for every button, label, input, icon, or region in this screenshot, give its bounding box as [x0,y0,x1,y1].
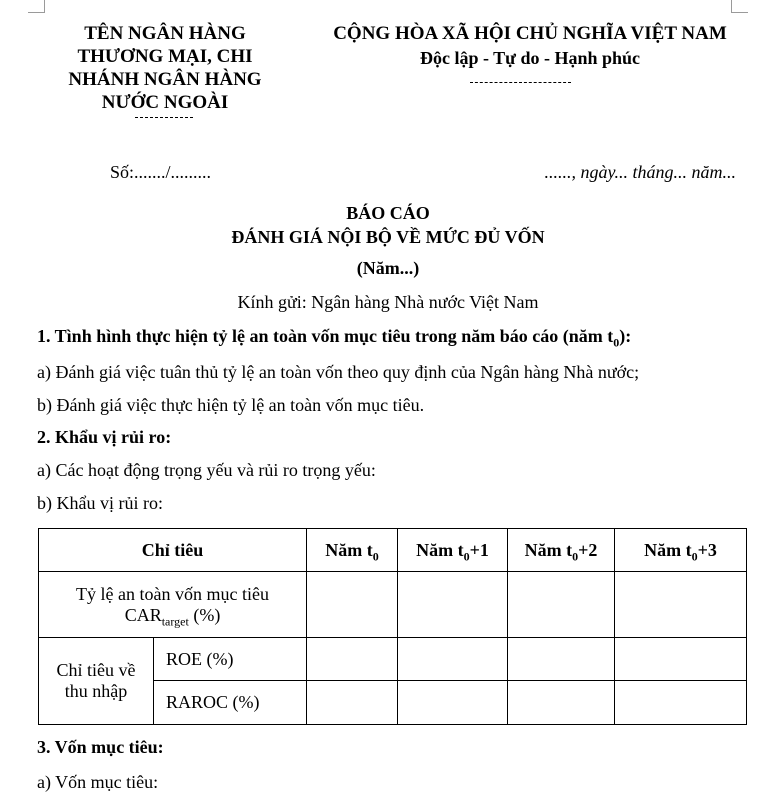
header-indicator: Chỉ tiêu [39,529,307,572]
table-cell [307,572,398,638]
table-row [39,638,747,681]
bank-name: TÊN NGÂN HÀNG THƯƠNG MẠI, CHI NHÁNH NGÂN HÀNG NƯỚC NGOÀI [68,23,262,113]
section-3-item-a: a) Vốn mục tiêu: [37,772,159,792]
report-subtitle: ĐÁNH GIÁ NỘI BỘ VỀ MỨC ĐỦ VỐN [231,227,545,247]
risk-appetite-table [38,528,747,725]
table-row [39,572,747,638]
divider [470,82,571,83]
page-corner-mark [731,0,748,13]
table-cell [508,572,615,638]
income-indicator-label: Chỉ tiêu về thu nhập [39,638,154,725]
divider [135,117,193,118]
header-year-t0-plus-2: Năm $t_0+2$ [508,529,615,572]
section-2-item-a: a) Các hoạt động trọng yếu và rủi ro trọng yếu: [37,460,376,480]
national-motto: Độc lập - Tự do - Hạnh phúc [419,48,641,68]
table-cell [398,572,508,638]
header-year-t0: Năm $t_0$ [307,529,398,572]
header-year-t0-plus-1: Năm $t_0+1$ [398,529,508,572]
document-date: ......, ngày... tháng... năm... [544,162,736,182]
section-2-heading: 2. Khẩu vị rủi ro: [37,427,172,447]
header-year-t0-plus-3: Năm $t_0+3$ [615,529,747,572]
table-cell [508,681,615,725]
report-title: BÁO CÁO [346,203,430,223]
table-cell [307,681,398,725]
roe-label: ROE (%) [154,638,307,681]
report-year: (Năm...) [356,258,420,278]
section-3-heading: 3. Vốn mục tiêu: [37,737,164,757]
recipient: Kính gửi: Ngân hàng Nhà nước Việt Nam [237,292,539,312]
table-cell [615,638,747,681]
table-cell [615,681,747,725]
section-1-heading: 1. Tình hình thực hiện tỷ lệ an toàn vốn mục tiêu trong năm báo cáo (năm $t_0$): [37,326,632,350]
table-cell [508,638,615,681]
nation-heading: CỘNG HÒA XÃ HỘI CHỦ NGHĨA VIỆT NAM [333,23,727,44]
document-number: Số:......./......... [110,162,212,182]
section-2-item-b: b) Khẩu vị rủi ro: [37,493,163,513]
raroc-label: RAROC (%) [154,681,307,725]
table-cell [398,681,508,725]
car-target-label: Tỷ lệ an toàn vốn mục tiêu $CAR_{target}$ (%) [39,572,307,638]
section-1-item-a: a) Đánh giá việc tuân thủ tỷ lệ an toàn vốn theo quy định của Ngân hàng Nhà nước; [37,362,640,382]
page-corner-mark [28,0,45,13]
section-1-item-b: b) Đánh giá việc thực hiện tỷ lệ an toàn vốn mục tiêu. [37,395,425,415]
table-cell [307,638,398,681]
table-cell [398,638,508,681]
table-cell [615,572,747,638]
